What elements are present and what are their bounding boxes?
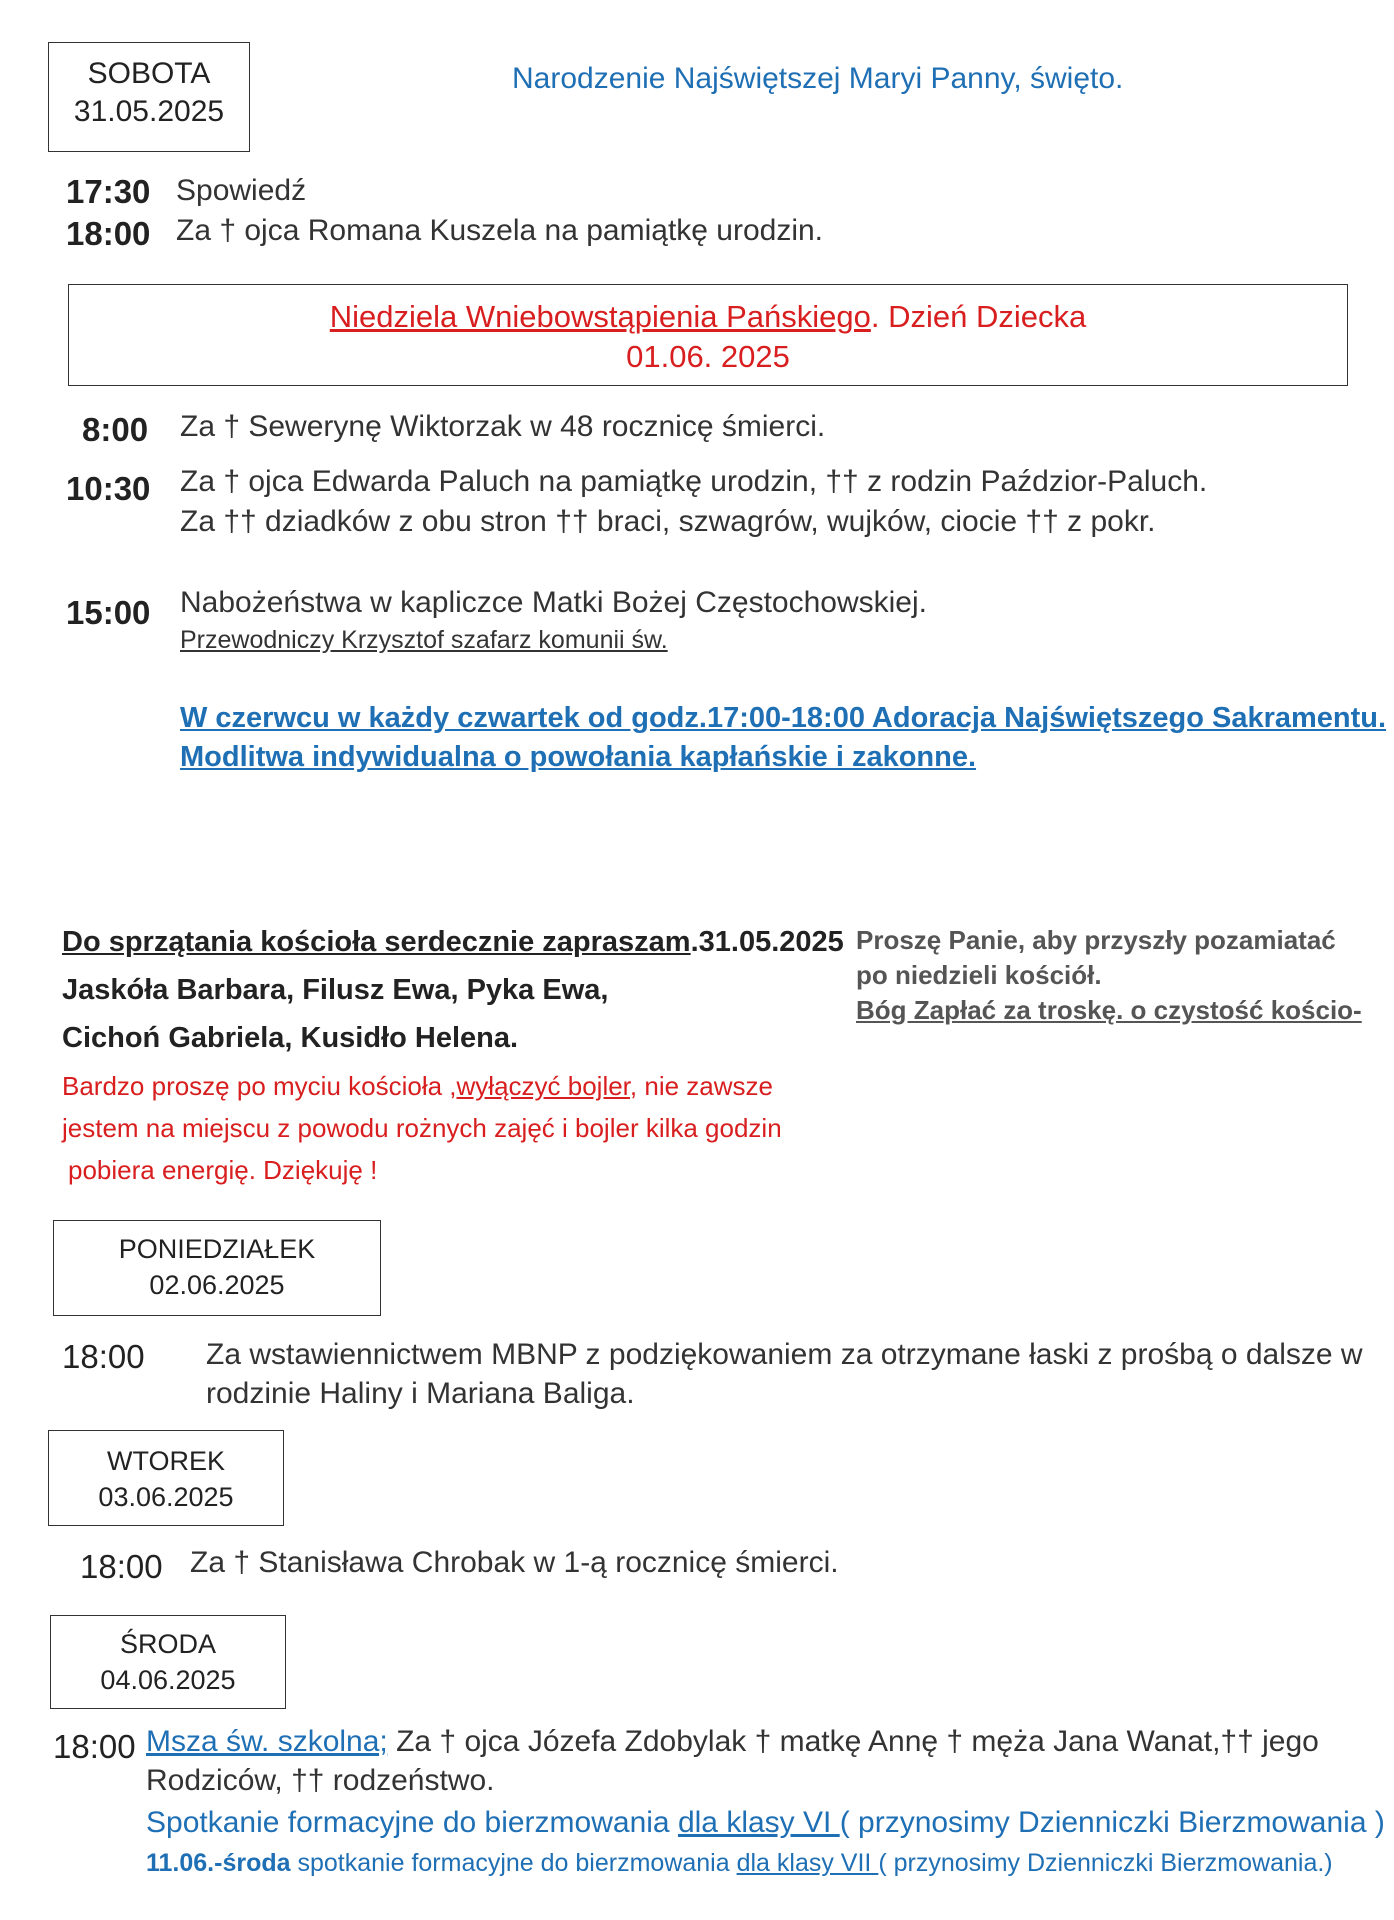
school-mass-link[interactable]: Msza św. szkolna; — [146, 1725, 388, 1758]
mass-intention-cont: Rodziców, †† rodzeństwo. — [146, 1764, 495, 1797]
next-meeting-date: 11.06.-środa — [146, 1849, 291, 1877]
mass-intention-text: Za † ojca Józefa Zdobylak † matkę Annę † męża Jana Wanat,†† jego — [387, 1725, 1319, 1758]
cleaning-heading-text: Do sprzątania kościoła serdecznie zapraszam — [62, 926, 691, 958]
cleaning-names: Cichoń Gabriela, Kusidło Helena. — [62, 1022, 519, 1054]
confirmation-meeting — [146, 1806, 1385, 1840]
cleaning-heading — [62, 926, 844, 959]
mass-intention: Spowiedź — [176, 174, 307, 207]
day-date: 31.05.2025 — [73, 95, 225, 128]
sunday-feast-link[interactable]: Niedziela Wniebowstąpienia Pańskiego — [329, 299, 871, 334]
class-vi-link[interactable]: dla klasy VI — [677, 1806, 840, 1839]
mass-time: 18:00 — [62, 1338, 145, 1375]
day-name: PONIEDZIAŁEK — [118, 1234, 316, 1264]
mass-intention: Za wstawiennictwem MBNP z podziękowaniem za otrzymane łaski z prośbą o dalsze w — [206, 1338, 1363, 1371]
class-vii-link[interactable]: dla klasy VII — [736, 1849, 879, 1877]
next-meeting-text: spotkanie formacyjne do bierzmowania — [290, 1849, 737, 1877]
cleaning-side-note: Proszę Panie, aby przyszły pozamiatać — [856, 925, 1336, 955]
day-name: ŚRODA — [119, 1629, 217, 1659]
confirmation-meeting-text: ( przynosimy Dzienniczki Bierzmowania ) — [839, 1806, 1385, 1839]
day-box-monday — [53, 1220, 381, 1316]
mass-intention: Za † ojca Romana Kuszela na pamiątkę urodzin. — [176, 214, 824, 247]
feast-title: Narodzenie Najświętszej Maryi Panny, święto. — [512, 62, 1124, 95]
mass-intention: Za † Sewerynę Wiktorzak w 48 rocznicę śmierci. — [180, 410, 826, 443]
sunday-title-rest: . Dzień Dziecka — [870, 299, 1087, 334]
cleaning-names: Jaskóła Barbara, Filusz Ewa, Pyka Ewa, — [62, 974, 609, 1006]
day-name: WTOREK — [106, 1446, 225, 1476]
mass-time: 18:00 — [80, 1548, 163, 1585]
day-date: 04.06.2025 — [100, 1665, 236, 1695]
boiler-note-text: Bardzo proszę po myciu kościoła , — [62, 1071, 457, 1101]
next-confirmation-meeting — [146, 1849, 1333, 1878]
service-description: Nabożeństwa w kapliczce Matki Bożej Częstochowskiej. — [180, 586, 927, 619]
mass-time: 18:00 — [66, 215, 151, 252]
mass-time: 10:30 — [66, 470, 151, 507]
day-name: SOBOTA — [87, 57, 211, 90]
mass-time: 17:30 — [66, 173, 151, 210]
day-date: 02.06.2025 — [149, 1270, 285, 1300]
adoration-announcement[interactable]: W czerwcu w każdy czwartek od godz.17:00-18:00 Adoracja Najświętszego Sakramentu. — [180, 702, 1387, 734]
service-note: Przewodniczy Krzysztof szafarz komunii św. — [180, 626, 668, 654]
boiler-note-text: , nie zawsze — [629, 1071, 773, 1101]
mass-intention-cont: Za †† dziadków z obu stron †† braci, szwagrów, wujków, ciocie †† z pokr. — [180, 505, 1156, 538]
day-box-wednesday — [50, 1615, 286, 1709]
cleaning-side-note: Bóg Zapłać za troskę. o czystość kościo- — [856, 995, 1362, 1025]
mass-time: 15:00 — [66, 594, 151, 631]
mass-intention — [146, 1725, 1319, 1759]
day-box-sunday — [68, 284, 1348, 386]
day-box-saturday — [48, 42, 250, 152]
day-box-tuesday — [48, 1430, 284, 1526]
confirmation-meeting-text: Spotkanie formacyjne do bierzmowania — [146, 1806, 678, 1839]
mass-time: 8:00 — [82, 411, 149, 448]
cleaning-side-note: po niedzieli kościół. — [856, 960, 1102, 990]
vocation-prayer-announcement[interactable]: Modlitwa indywidualna o powołania kapłańskie i zakonne. — [180, 741, 977, 773]
day-date: 03.06.2025 — [98, 1482, 234, 1512]
boiler-note — [62, 1071, 773, 1102]
boiler-note: jestem na miejscu z powodu rożnych zajęć i bojler kilka godzin — [62, 1113, 782, 1143]
next-meeting-text: ( przynosimy Dzienniczki Bierzmowania.) — [878, 1849, 1333, 1877]
day-date: 01.06. 2025 — [626, 339, 790, 374]
boiler-note: pobiera energię. Dziękuję ! — [68, 1155, 378, 1185]
mass-intention: Za † ojca Edwarda Paluch na pamiątkę urodzin, †† z rodzin Paździor-Paluch. — [180, 465, 1208, 498]
boiler-note-link[interactable]: wyłączyć bojler — [456, 1071, 630, 1101]
mass-intention-cont: rodzinie Haliny i Mariana Baliga. — [206, 1377, 635, 1410]
mass-time: 18:00 — [53, 1728, 136, 1765]
cleaning-date: .31.05.2025 — [690, 926, 844, 958]
mass-intention: Za † Stanisława Chrobak w 1-ą rocznicę śmierci. — [190, 1546, 839, 1579]
